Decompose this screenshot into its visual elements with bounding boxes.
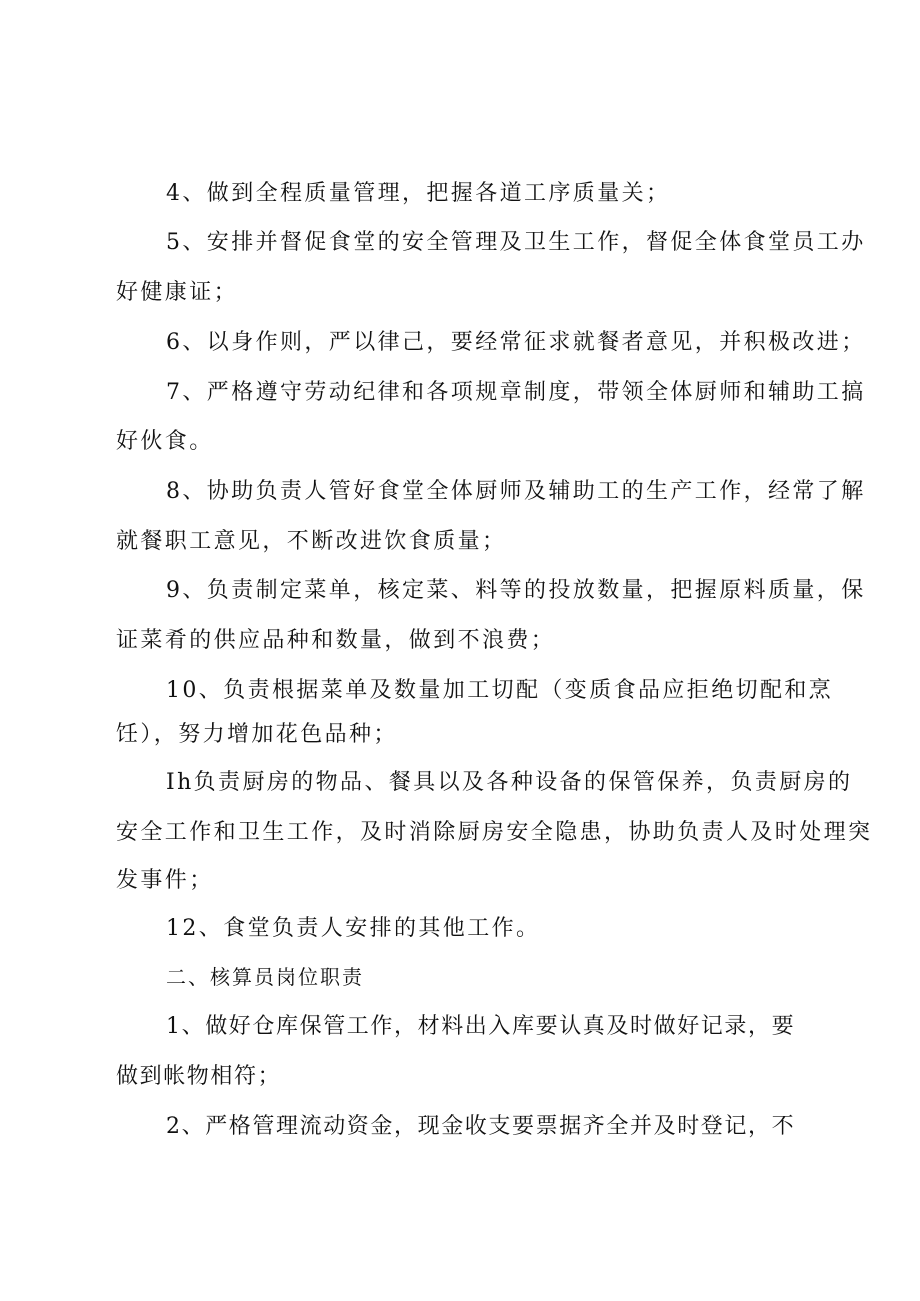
paragraph-line: Ih负责厨房的物品、餐具以及各种设备的保管保养，负责厨房的 [166,770,853,795]
paragraph-line: 做到帐物相符； [116,1064,282,1089]
paragraph-line: 饪），努力增加花色品种； [116,722,398,747]
paragraph-line: 证菜肴的供应品种和数量，做到不浪费； [116,628,556,653]
section-heading: 二、核算员岗位职责 [166,965,364,989]
paragraph-line: 4、做到全程质量管理，把握各道工序质量关； [166,181,671,206]
paragraph-line: 2、严格管理流动资金，现金收支要票据齐全并及时登记，不 [166,1114,796,1139]
paragraph-line: 就餐职工意见，不断改进饮食质量； [116,529,507,554]
paragraph-line: 7、严格遵守劳动纪律和各项规章制度，带领全体厨师和辅助工搞 [166,380,866,405]
paragraph-line: 9、负责制定菜单，核定菜、料等的投放数量，把握原料质量，保 [166,578,866,603]
paragraph-line: 10、负责根据菜单及数量加工切配（变质食品应拒绝切配和烹 [166,678,834,703]
paragraph-line: 5、安排并督促食堂的安全管理及卫生工作，督促全体食堂员工办 [166,230,866,255]
paragraph-line: 6、以身作则，严以律己，要经常征求就餐者意见，并积极改进； [166,330,866,355]
paragraph-line: 安全工作和卫生工作，及时消除厨房安全隐患，协助负责人及时处理突 [116,820,873,845]
paragraph-line: 12、食堂负责人安排的其他工作。 [166,916,541,941]
paragraph-line: 好健康证； [116,280,239,305]
paragraph-line: 发事件； [116,868,214,893]
paragraph-line: 1、做好仓库保管工作，材料出入库要认真及时做好记录，要 [166,1014,796,1039]
paragraph-line: 8、协助负责人管好食堂全体厨师及辅助工的生产工作，经常了解 [166,479,866,504]
paragraph-line: 好伙食。 [116,429,214,454]
